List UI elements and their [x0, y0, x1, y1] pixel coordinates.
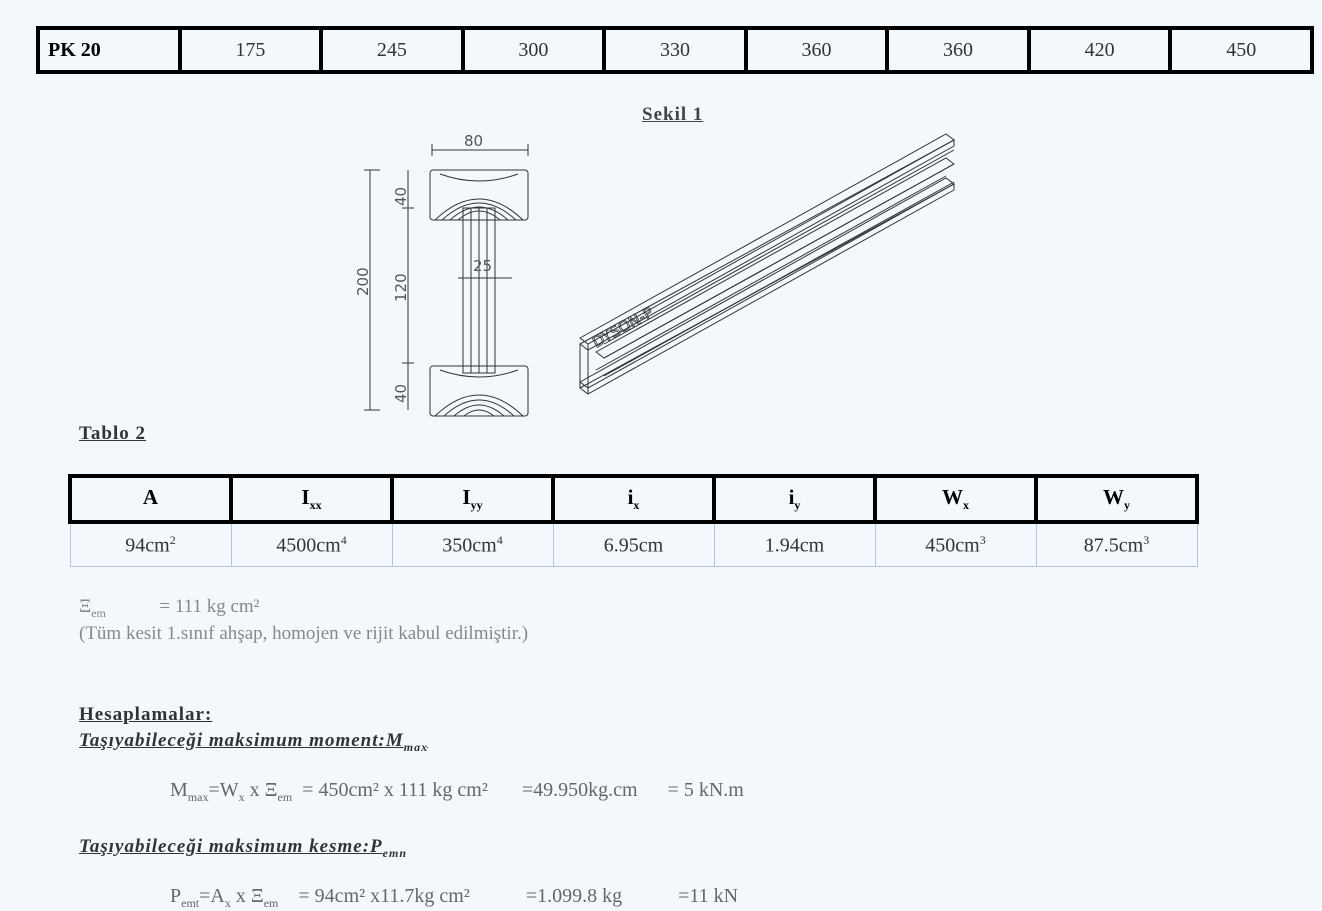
header-cell: $i_y$ [714, 476, 875, 522]
header-cell: A [70, 476, 231, 522]
dim-web: 120 [392, 273, 410, 302]
pk-value: 420 [1029, 28, 1171, 72]
properties-value-row [70, 522, 1197, 567]
header-cell: $W_x$ [875, 476, 1036, 522]
pk-value: 245 [321, 28, 463, 72]
pk-value: 175 [180, 28, 322, 72]
pk-value: 450 [1170, 28, 1312, 72]
figure-caption: Sekil 1 [642, 104, 704, 125]
sigma-sub: em [91, 605, 106, 620]
header-cell: $I_{yy}$ [392, 476, 553, 522]
beam-label: DYSON-P [589, 303, 657, 352]
dim-web-thick: 25 [473, 257, 493, 275]
pk-value: 300 [463, 28, 605, 72]
calc-title: Hesaplamalar: [79, 704, 213, 725]
pk-value: 360 [746, 28, 888, 72]
value-cell: $94cm^2$ [70, 522, 231, 567]
sigma-value: = 111 kg cm² [159, 596, 260, 617]
assumption-note: (Tüm kesit 1.sınıf ahşap, homojen ve rijit kabul edilmiştir.) [79, 623, 529, 644]
sigma-symbol: Ξ [79, 596, 92, 617]
i-beam-cross-section [340, 128, 550, 420]
i-beam-isometric [574, 130, 960, 405]
value-cell: $87.5cm^3$ [1036, 522, 1197, 567]
value-cell: 1.94cm [714, 522, 875, 567]
pk-table [36, 26, 1314, 74]
value-cell: $450cm^3$ [875, 522, 1036, 567]
tablo-caption: Tablo 2 [79, 423, 147, 444]
properties-header-row [70, 476, 1197, 522]
header-cell: $W_y$ [1036, 476, 1197, 522]
moment-title: Taşıyabileceği maksimum $moment:M_{max}$ [79, 730, 429, 754]
pk-value: 330 [604, 28, 746, 72]
header-cell: $I_{xx}$ [231, 476, 392, 522]
header-cell: $i_x$ [553, 476, 714, 522]
dim-total: 200 [354, 267, 372, 296]
value-cell: 6.95cm [553, 522, 714, 567]
pk-label: PK 20 [38, 28, 180, 72]
shear-formula: $P_{emt}=A_x$ x $\Xi_{em}$ = 94cm² x11.7kg cm² =1.099.8 kg =11 kN [170, 885, 739, 910]
moment-formula: $M_{max}=W_x$ x $\Xi_{em} = 450cm^2$ x 111 kg cm² =49.950kg.cm = 5 kN.m [170, 779, 744, 804]
properties-table [68, 474, 1199, 567]
value-cell: $350cm^4$ [392, 522, 553, 567]
dim-bottom-flange: 40 [392, 383, 410, 403]
allowable-stress-line [79, 596, 259, 621]
dim-top-flange: 40 [392, 186, 410, 206]
dim-width: 80 [464, 132, 484, 150]
value-cell: $4500cm^4$ [231, 522, 392, 567]
pk-value: 360 [887, 28, 1029, 72]
shear-title: Taşıyabileceği maksimum $kesme:P_{emn}$ [79, 836, 407, 860]
pk-row [38, 28, 1312, 72]
